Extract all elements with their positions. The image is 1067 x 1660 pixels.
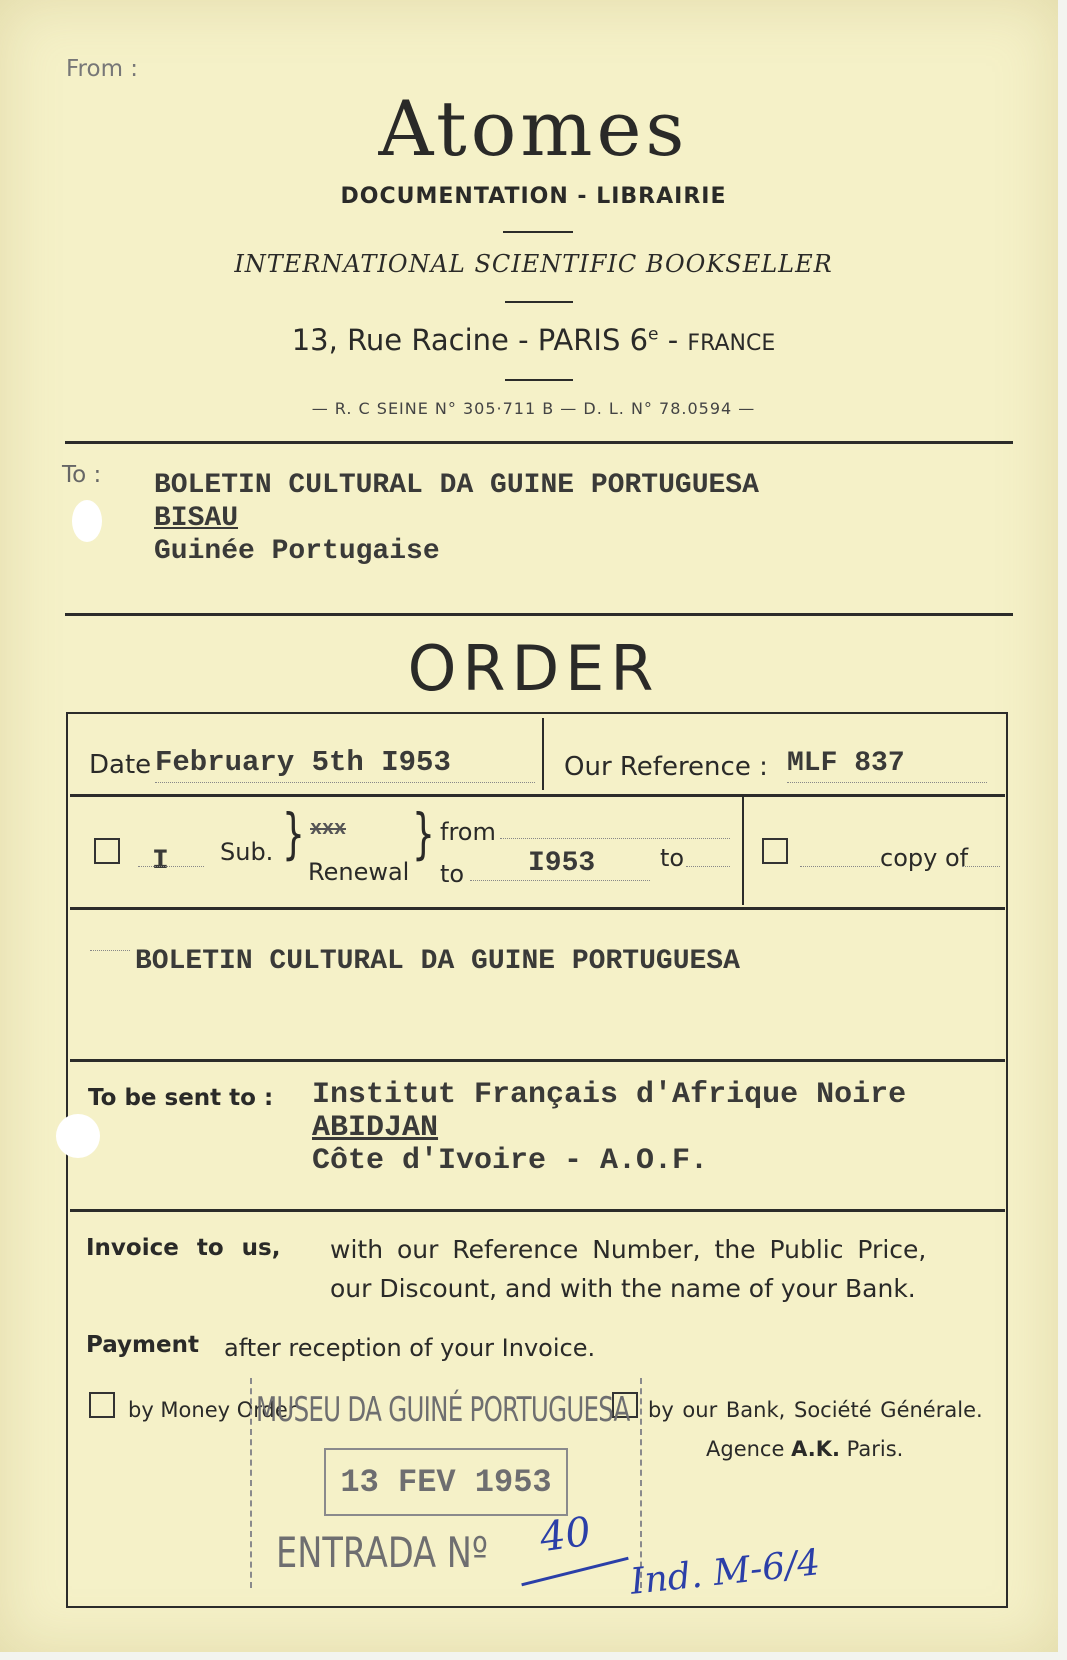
stamp-date: 13 FEV 1953 — [340, 1464, 552, 1501]
sent-to-label: To be sent to : — [88, 1085, 274, 1111]
stamp-date-box — [324, 1448, 568, 1516]
publication-title: BOLETIN CULTURAL DA GUINE PORTUGUESA — [135, 946, 740, 977]
row1-separator — [542, 718, 544, 790]
sub-label: Sub. — [220, 838, 274, 866]
to-label-2: to — [660, 844, 685, 872]
to-rule — [65, 613, 1013, 616]
recipient-line1: BOLETIN CULTURAL DA GUINE PORTUGUESA — [154, 470, 759, 501]
invoice-text-1: with our Reference Number, the Public Price, — [330, 1235, 927, 1264]
from-underline — [500, 838, 730, 839]
address-city: PARIS 6 — [537, 323, 649, 357]
row4-rule — [70, 1209, 1005, 1212]
bank-line1: by our Bank, Société Générale. — [648, 1398, 983, 1422]
address-country: FRANCE — [687, 331, 776, 356]
bank-agency-city: Paris. — [846, 1437, 904, 1461]
row2-separator — [742, 797, 744, 905]
sent-to-line1: Institut Français d'Afrique Noire — [312, 1078, 907, 1112]
payment-text: after reception of your Invoice. — [224, 1334, 596, 1362]
struck-word: xxx — [310, 818, 347, 841]
money-order-label: by Money Order — [128, 1398, 297, 1422]
to2-underline — [686, 866, 730, 867]
bank-agency-code: A.K. — [791, 1437, 840, 1461]
stamp-entry-label: ENTRADA Nº — [276, 1528, 488, 1577]
row2-rule — [70, 907, 1005, 910]
quantity-underline — [138, 866, 204, 867]
reference-underline — [787, 782, 987, 783]
subscription-checkbox[interactable] — [94, 838, 120, 864]
date-underline — [155, 782, 535, 783]
invoice-text-2: our Discount, and with the name of your Bank. — [330, 1274, 916, 1303]
header-rule — [65, 441, 1013, 444]
museum-stamp — [250, 1378, 642, 1588]
brace-right: } — [412, 804, 435, 866]
money-order-checkbox[interactable] — [89, 1392, 115, 1418]
from-label: From : — [66, 56, 139, 82]
to-underline — [470, 880, 650, 881]
row1-rule — [70, 794, 1005, 797]
registry-line: — R. C SEINE N° 305·711 B — D. L. N° 78.0594 — — [311, 399, 756, 418]
to-label: To : — [62, 462, 102, 488]
punch-hole — [56, 1114, 100, 1158]
row3-rule — [70, 1059, 1005, 1062]
copy-label: copy of — [880, 844, 969, 872]
handwritten-reference: Ind. M-6/4 — [628, 1542, 822, 1603]
copy-checkbox[interactable] — [762, 838, 788, 864]
header-subtitle: DOCUMENTATION - LIBRAIRIE — [340, 184, 727, 209]
punch-hole — [72, 500, 102, 542]
quantity-value: I — [152, 846, 169, 877]
sent-to-line2: ABIDJAN — [312, 1111, 439, 1145]
logo-wordmark: Atomes — [378, 84, 689, 173]
divider — [505, 379, 573, 381]
year-value: I953 — [528, 848, 596, 879]
brace-left: } — [282, 804, 305, 866]
address-street: 13, Rue Racine — [291, 323, 509, 357]
date-label: Date — [89, 750, 152, 780]
handwritten-entry-number: 40 — [537, 1508, 594, 1562]
bank-agency-label: Agence — [706, 1437, 785, 1461]
to-range-label: to — [440, 860, 465, 888]
bank-line2 — [706, 1437, 903, 1461]
payment-label: Payment — [86, 1332, 199, 1358]
from-range-label: from — [440, 818, 496, 846]
renewal-label: Renewal — [308, 858, 410, 886]
divider — [503, 231, 573, 233]
recipient-line2: BISAU — [154, 503, 239, 534]
date-value: February 5th I953 — [155, 746, 451, 779]
copy-after-underline — [962, 866, 1000, 867]
reference-value: MLF 837 — [787, 748, 905, 779]
address-city-sup: e — [648, 324, 659, 345]
header-tagline: INTERNATIONAL SCIENTIFIC BOOKSELLER — [234, 250, 833, 278]
sent-to-line3: Côte d'Ivoire - A.O.F. — [312, 1144, 709, 1178]
title-lead — [90, 950, 130, 951]
copy-underline — [800, 866, 880, 867]
stamp-museum-name: MUSEU DA GUINÉ PORTUGUESA — [256, 1390, 630, 1430]
header-address: 13, Rue Racine - PARIS 6e - FRANCE — [291, 323, 776, 357]
divider — [505, 301, 573, 303]
invoice-label: Invoice to us, — [86, 1235, 281, 1261]
order-title: ORDER — [407, 632, 660, 705]
recipient-line3: Guinée Portugaise — [154, 536, 440, 567]
reference-label: Our Reference : — [564, 752, 768, 782]
